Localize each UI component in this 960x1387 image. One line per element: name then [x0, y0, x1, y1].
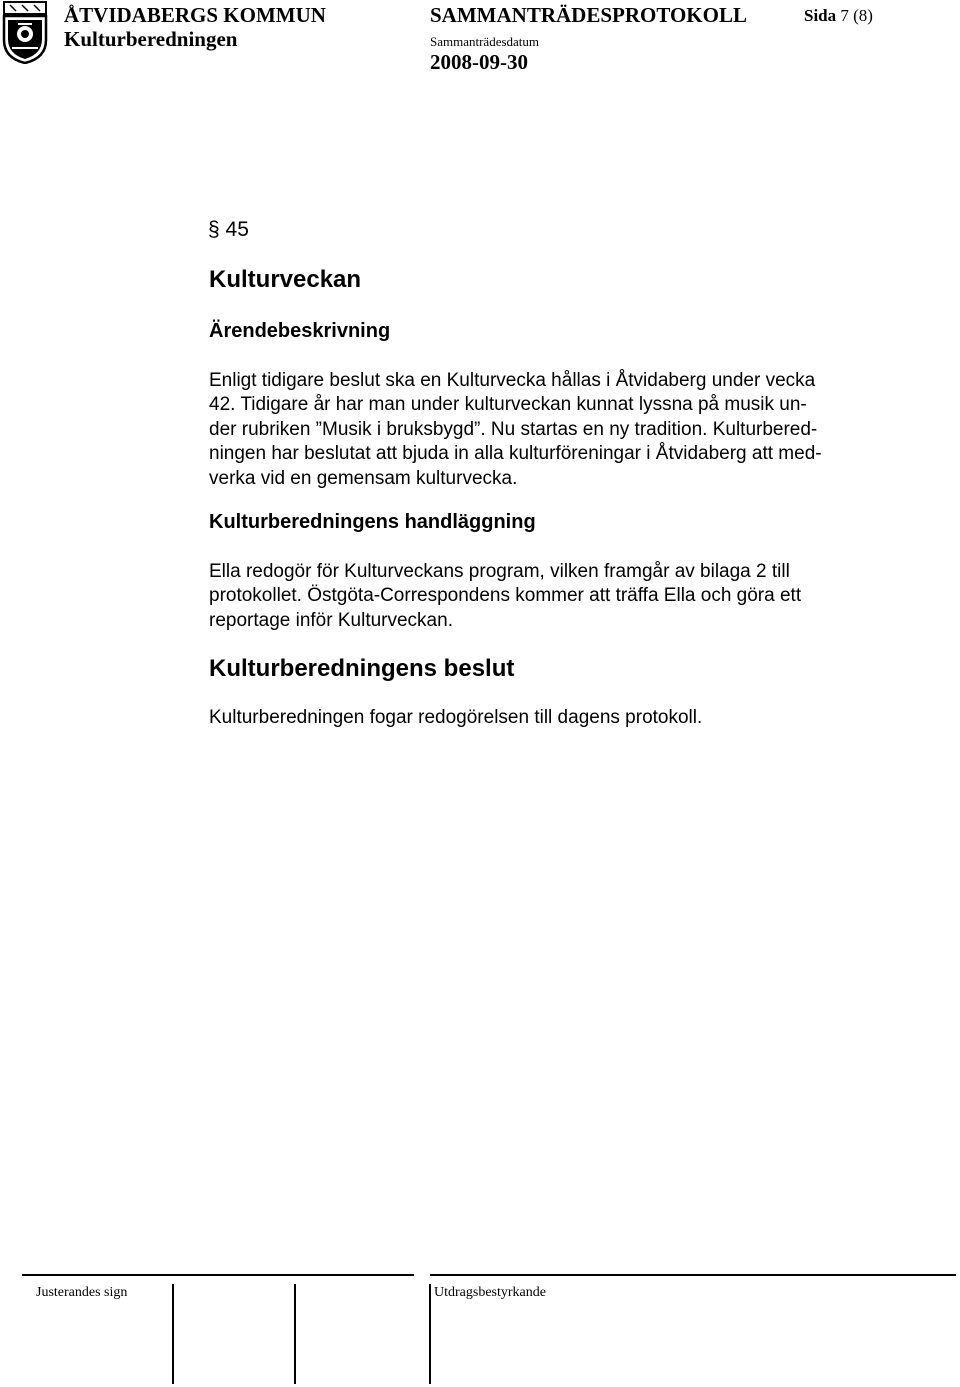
arende-line: 42. Tidigare år har man under kulturveckan kunnat lyssna på musik un- — [209, 394, 807, 416]
footer-divider-left — [22, 1274, 414, 1276]
handlaggning-line: Ella redogör för Kulturveckans program, vilken framgår av bilaga 2 till — [209, 561, 790, 582]
signature-box-divider — [172, 1284, 174, 1384]
beslut-line: Kulturberedningen fogar redogörelsen till dagens protokoll. — [209, 707, 703, 728]
handlaggning-line: protokollet. Östgöta-Correspondens kommer att träffa Ella och göra ett — [209, 585, 802, 607]
arende-line: verka vid en gemensam kulturvecka. — [209, 467, 518, 489]
coat-of-arms-logo — [0, 0, 50, 64]
signature-box-divider — [294, 1284, 296, 1384]
arende-heading: Ärendebeskrivning — [209, 320, 391, 342]
municipality-name: ÅTVIDABERGS KOMMUN — [64, 3, 326, 27]
page-total: (8) — [853, 6, 873, 25]
handlaggning-heading: Kulturberedningens handläggning — [209, 511, 536, 533]
arende-line: der rubriken ”Musik i bruksbygd”. Nu startas en ny tradition. Kulturbered- — [209, 418, 818, 440]
page-number: 7 — [840, 6, 849, 25]
arende-line: ningen har beslutat att bjuda in alla kulturföreningar i Åtvidaberg att med- — [209, 443, 822, 465]
page-indicator — [804, 6, 873, 26]
paragraph-number — [208, 218, 249, 242]
page-prefix: Sida — [804, 6, 837, 25]
arende-text — [209, 369, 909, 491]
section-symbol: § — [208, 218, 220, 241]
handlaggning-line: reportage inför Kulturveckan. — [209, 609, 453, 631]
footer-divider-right — [430, 1274, 956, 1276]
handlaggning-text — [209, 560, 909, 633]
section-title: Kulturveckan — [209, 266, 362, 293]
beslut-text — [209, 706, 909, 730]
meeting-date: 2008-09-30 — [430, 50, 528, 74]
document-type: SAMMANTRÄDESPROTOKOLL — [430, 3, 747, 27]
beslut-heading: Kulturberedningens beslut — [209, 655, 515, 682]
meeting-date-label: Sammanträdesdatum — [430, 34, 540, 49]
utdragsbestyrkande-label: Utdragsbestyrkande — [434, 1285, 546, 1300]
justerandes-sign-label: Justerandes sign — [36, 1285, 128, 1300]
signature-box-divider — [429, 1284, 431, 1384]
section-number: 45 — [225, 218, 249, 241]
committee-name: Kulturberedningen — [64, 27, 238, 51]
arende-line: Enligt tidigare beslut ska en Kulturvecka hållas i Åtvidaberg under vecka — [209, 370, 816, 391]
